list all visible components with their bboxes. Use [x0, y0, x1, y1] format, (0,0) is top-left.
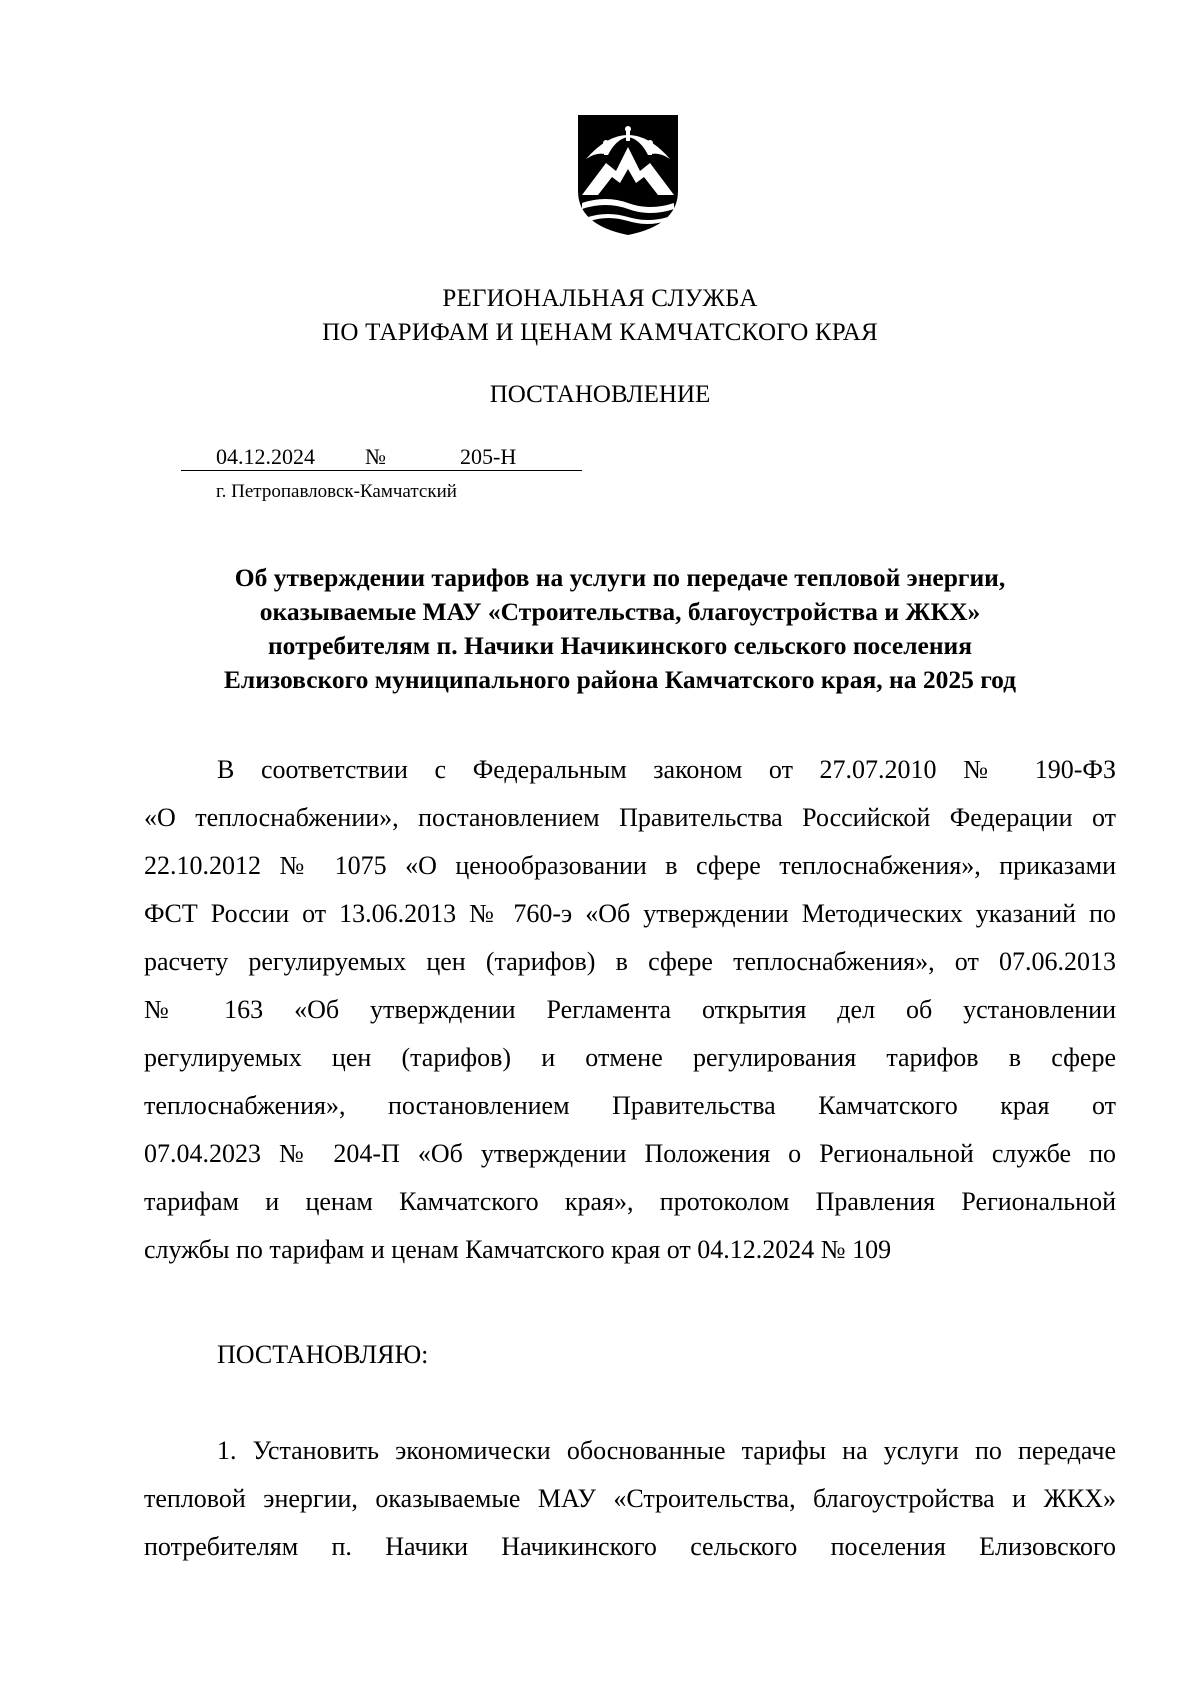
organization-name-line-2: ПО ТАРИФАМ И ЦЕНАМ КАМЧАТСКОГО КРАЯ [322, 319, 878, 346]
text-line: 07.04.2023 № 204-П «Об утверждении Положения о Региональной службе по [144, 1139, 1116, 1168]
text-line: расчету регулируемых цен (тарифов) в сфере теплоснабжения», от 07.06.2013 [144, 947, 1116, 976]
registration-underline [181, 470, 582, 471]
preamble-paragraph [144, 746, 1116, 1274]
document-type: ПОСТАНОВЛЕНИЕ [489, 381, 711, 408]
title-line: Об утверждении тарифов на услуги по передаче тепловой энергии, [234, 563, 1006, 592]
title-line: Елизовского муниципального района Камчатского края, на 2025 год [223, 665, 1017, 694]
text-line: службы по тарифам и ценам Камчатского края от 04.12.2024 № 109 [144, 1235, 892, 1264]
text-line: В соответствии с Федеральным законом от 27.07.2010 № 190-ФЗ [217, 755, 1116, 784]
text-line: «О теплоснабжении», постановлением Правительства Российской Федерации от [144, 803, 1116, 832]
city-of-issue: г. Петропавловск-Камчатский [216, 481, 457, 502]
kamchatka-coat-of-arms-icon [576, 113, 680, 237]
text-line: 22.10.2012 № 1075 «О ценообразовании в сфере теплоснабжения», приказами [144, 851, 1116, 880]
organization-name-line-1: РЕГИОНАЛЬНАЯ СЛУЖБА [442, 285, 758, 312]
text-line: теплоснабжения», постановлением Правительства Камчатского края от [144, 1091, 1116, 1120]
document-date: 04.12.2024 [216, 444, 315, 469]
document-title [150, 561, 1090, 697]
text-line: тепловой энергии, оказываемые МАУ «Строительства, благоустройства и ЖКХ» [144, 1484, 1116, 1513]
text-line: регулируемых цен (тарифов) и отмене регулирования тарифов в сфере [144, 1043, 1116, 1072]
item-1-paragraph [144, 1427, 1116, 1571]
text-line: потребителям п. Начики Начикинского сельского поселения Елизовского [144, 1532, 1116, 1561]
text-line: № 163 «Об утверждении Регламента открытия дел об установлении [144, 995, 1116, 1024]
text-line: 1. Установить экономически обоснованные тарифы на услуги по передаче [217, 1436, 1116, 1465]
title-line: оказываемые МАУ «Строительства, благоустройства и ЖКХ» [259, 597, 981, 626]
text-line: ФСТ России от 13.06.2013 № 760-э «Об утверждении Методических указаний по [144, 899, 1116, 928]
document-number: 205-Н [460, 444, 517, 469]
text-line: тарифам и ценам Камчатского края», протоколом Правления Региональной [144, 1187, 1116, 1216]
title-line: потребителям п. Начики Начикинского сельского поселения [267, 631, 973, 660]
number-sign: № [365, 444, 386, 469]
decree-word: ПОСТАНОВЛЯЮ: [217, 1340, 429, 1369]
